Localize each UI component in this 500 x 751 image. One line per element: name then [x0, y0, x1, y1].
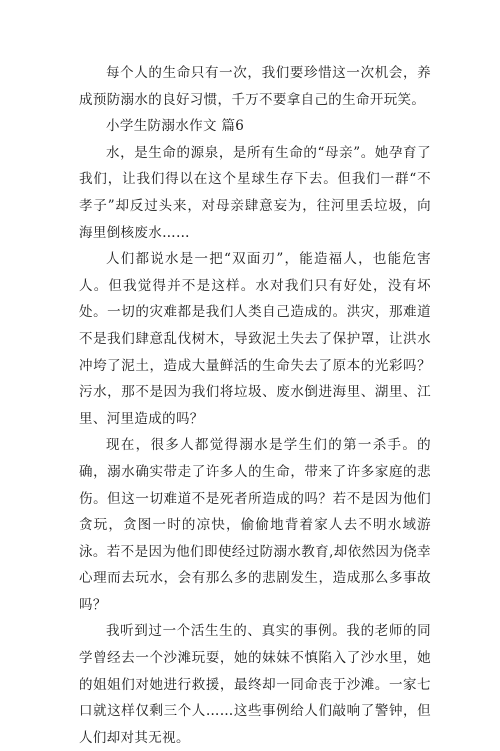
paragraph-1: 水，是生命的源泉，是所有生命的“母亲”。她孕育了我们，让我们得以在这个星球生存下去。但我们一群“不孝子”却反过头来，对母亲肆意妄为，往河里丢垃圾，向海里倒核废水……: [79, 144, 431, 241]
paragraph-2: 人们都说水是一把“双面刃”，能造福人，也能危害人。但我觉得并不是这样。水对我们只有好处，没有坏处。一切的灾难都是我们人类自己造成的。洪灾，那难道不是我们肆意乱伐树木，导致泥土失去了保护罩，让洪水冲垮了泥土，造成大量鲜活的生命失去了原本的光彩吗？污水，那不是因为我们将垃圾、废水倒进海里、湖里、江里、河里造成的吗？: [79, 251, 431, 427]
article-body: [79, 60, 431, 751]
intro-paragraph: 每个人的生命只有一次，我们要珍惜这一次机会，养成预防溺水的良好习惯，千万不要拿自己的生命开玩笑。: [79, 65, 431, 108]
paragraph-4: 我听到过一个活生生的、真实的事例。我的老师的同学曾经去一个沙滩玩耍，她的妹妹不慎陷入了沙水里，她的姐姐们对她进行救援，最终却一同命丧于沙滩。一家七口就这样仅剩三个人……这些事例给人们敲响了警钟，但人们却对其无视。: [79, 623, 431, 746]
paragraph-3: 现在，很多人都觉得溺水是学生们的第一杀手。的确，溺水确实带走了许多人的生命，带来了许多家庭的悲伤。但这一切难道不是死者所造成的吗？若不是因为他们贪玩，贪图一时的凉快，偷偷地背着家人去不明水域游泳。若不是因为他们即使经过防溺水教育,却依然因为侥幸心理而去玩水，会有那么多的悲剧发生，造成那么多事故吗？: [79, 437, 431, 613]
section-title: 小学生防溺水作文 篇6: [106, 118, 245, 135]
